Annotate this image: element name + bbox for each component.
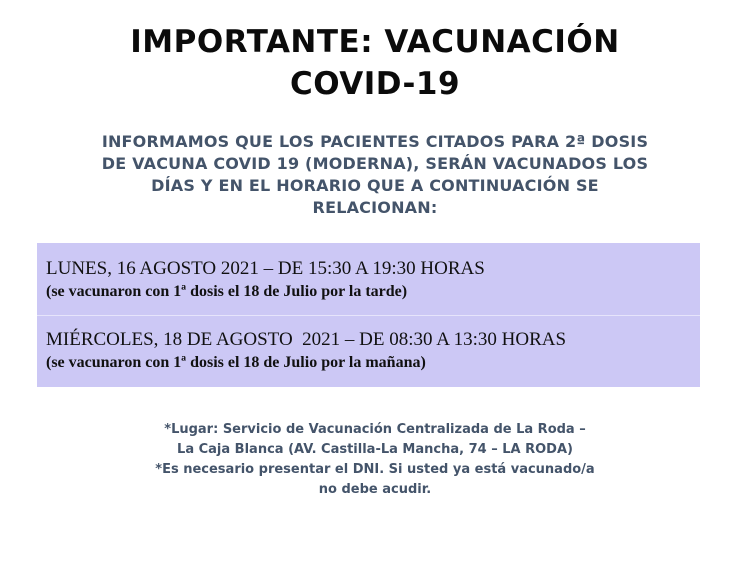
footer-line: *Es necesario presentar el DNI. Si usted ya está vacunado/a bbox=[155, 462, 595, 477]
schedule-date-time: MIÉRCOLES, 18 DE AGOSTO 2021 – DE 08:30 A 13:30 HORAS bbox=[46, 329, 567, 350]
schedule-date-time: LUNES, 16 AGOSTO 2021 – DE 15:30 A 19:30 HORAS bbox=[46, 258, 485, 279]
schedule-note: (se vacunaron con 1ª dosis el 18 de Julio por la mañana) bbox=[46, 354, 426, 371]
footer-line: no debe acudir. bbox=[318, 482, 432, 497]
intro-line: DÍAS Y EN EL HORARIO QUE A CONTINUACIÓN SE bbox=[151, 176, 599, 195]
schedule-note: (se vacunaron con 1ª dosis el 18 de Julio por la tarde) bbox=[46, 283, 408, 300]
schedule-row bbox=[37, 243, 700, 315]
footer-line: *Lugar: Servicio de Vacunación Centralizada de La Roda – bbox=[164, 422, 586, 437]
schedule-table bbox=[37, 243, 700, 387]
intro-line: RELACIONAN: bbox=[312, 198, 438, 217]
notice-title-line-2: COVID-19 bbox=[289, 66, 461, 102]
notice-title-line-1: IMPORTANTE: VACUNACIÓN bbox=[130, 24, 620, 60]
footer-line: La Caja Blanca (AV. Castilla-La Mancha, 74 – LA RODA) bbox=[177, 442, 573, 457]
footer-notes bbox=[60, 420, 690, 500]
intro-line: DE VACUNA COVID 19 (MODERNA), SERÁN VACUNADOS LOS bbox=[101, 154, 649, 173]
intro-paragraph bbox=[40, 131, 710, 219]
intro-line: INFORMAMOS QUE LOS PACIENTES CITADOS PARA 2ª DOSIS bbox=[101, 132, 649, 151]
schedule-row bbox=[37, 315, 700, 387]
